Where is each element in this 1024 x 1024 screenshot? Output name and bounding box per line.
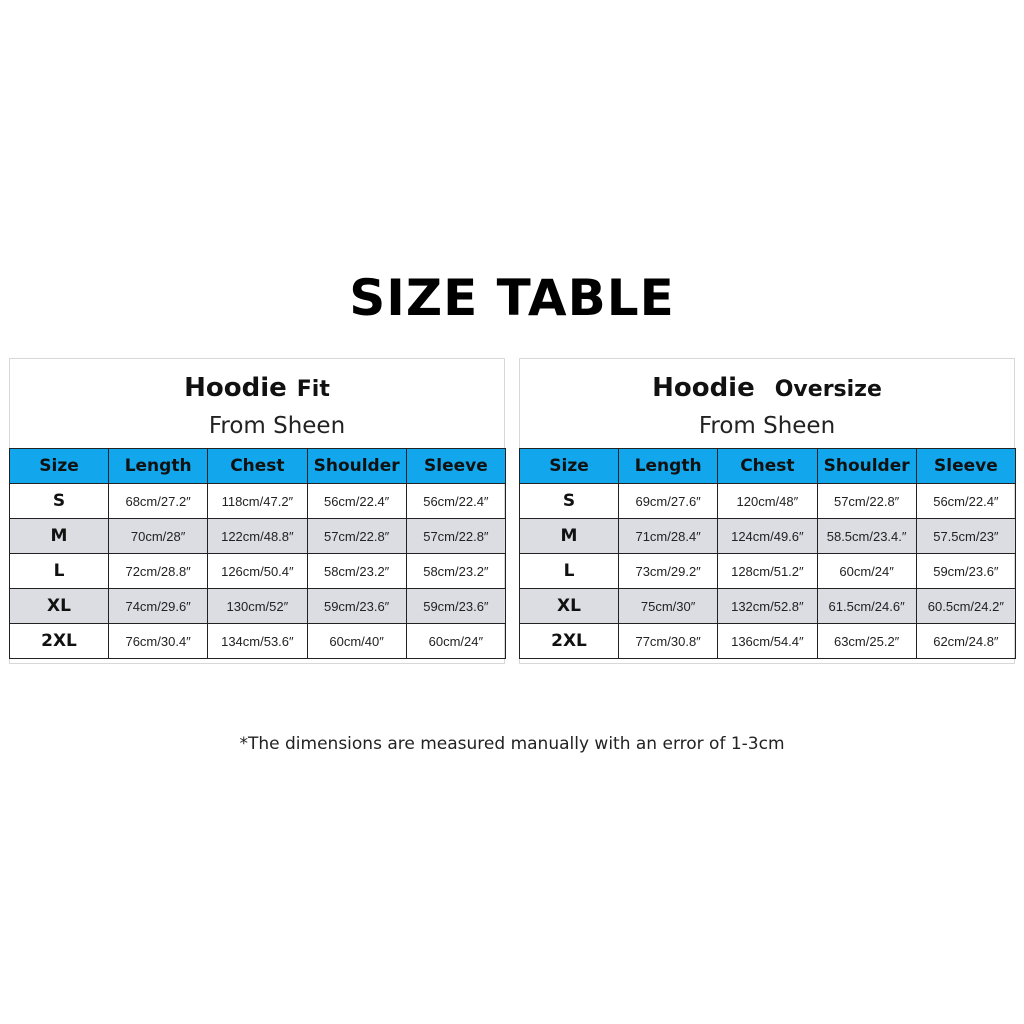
footnote: *The dimensions are measured manually with an error of 1-3cm <box>239 734 785 754</box>
variant-name: Fit <box>296 377 330 402</box>
table-cell: 75cm/30″ <box>619 589 718 624</box>
table-row <box>10 589 506 624</box>
table-row <box>520 554 1016 589</box>
table-cell: 68cm/27.2″ <box>109 484 208 519</box>
table-title <box>520 373 1014 403</box>
column-header: Size <box>520 449 619 484</box>
size-grid <box>9 448 506 659</box>
column-header: Chest <box>718 449 817 484</box>
table-cell: 130cm/52″ <box>208 589 307 624</box>
table-cell: 61.5cm/24.6″ <box>817 589 916 624</box>
table-row <box>520 624 1016 659</box>
table-row <box>520 589 1016 624</box>
size-cell: 2XL <box>520 624 619 659</box>
table-cell: 60cm/24″ <box>817 554 916 589</box>
table-cell: 69cm/27.6″ <box>619 484 718 519</box>
table-cell: 132cm/52.8″ <box>718 589 817 624</box>
table-cell: 57cm/22.8″ <box>307 519 406 554</box>
size-cell: L <box>10 554 109 589</box>
table-row <box>520 484 1016 519</box>
table-cell: 76cm/30.4″ <box>109 624 208 659</box>
column-header: Length <box>109 449 208 484</box>
size-grid <box>519 448 1016 659</box>
brand-label: From Sheen <box>208 413 346 439</box>
column-header: Chest <box>208 449 307 484</box>
size-table-oversize <box>519 358 1015 664</box>
table-cell: 60.5cm/24.2″ <box>916 589 1015 624</box>
table-cell: 124cm/49.6″ <box>718 519 817 554</box>
size-cell: S <box>10 484 109 519</box>
table-cell: 136cm/54.4″ <box>718 624 817 659</box>
column-header: Length <box>619 449 718 484</box>
brand-label: From Sheen <box>698 413 836 439</box>
table-cell: 72cm/28.8″ <box>109 554 208 589</box>
table-cell: 60cm/40″ <box>307 624 406 659</box>
table-cell: 57.5cm/23″ <box>916 519 1015 554</box>
table-cell: 70cm/28″ <box>109 519 208 554</box>
table-row <box>520 519 1016 554</box>
table-cell: 58cm/23.2″ <box>307 554 406 589</box>
size-cell: 2XL <box>10 624 109 659</box>
table-cell: 59cm/23.6″ <box>307 589 406 624</box>
table-title <box>10 373 504 403</box>
column-header: Size <box>10 449 109 484</box>
table-cell: 126cm/50.4″ <box>208 554 307 589</box>
table-cell: 56cm/22.4″ <box>916 484 1015 519</box>
size-table-fit <box>9 358 505 664</box>
column-header: Shoulder <box>817 449 916 484</box>
table-cell: 134cm/53.6″ <box>208 624 307 659</box>
table-cell: 118cm/47.2″ <box>208 484 307 519</box>
size-cell: XL <box>10 589 109 624</box>
table-cell: 63cm/25.2″ <box>817 624 916 659</box>
table-cell: 56cm/22.4″ <box>406 484 505 519</box>
column-header: Shoulder <box>307 449 406 484</box>
size-cell: M <box>10 519 109 554</box>
table-row <box>10 484 506 519</box>
table-row <box>10 624 506 659</box>
table-cell: 59cm/23.6″ <box>406 589 505 624</box>
table-cell: 58.5cm/23.4.″ <box>817 519 916 554</box>
table-cell: 59cm/23.6″ <box>916 554 1015 589</box>
table-cell: 60cm/24″ <box>406 624 505 659</box>
header-row <box>10 449 506 484</box>
column-header: Sleeve <box>916 449 1015 484</box>
header-row <box>520 449 1016 484</box>
table-cell: 56cm/22.4″ <box>307 484 406 519</box>
size-cell: XL <box>520 589 619 624</box>
size-cell: M <box>520 519 619 554</box>
product-name: Hoodie <box>184 373 287 403</box>
table-row <box>10 519 506 554</box>
product-name: Hoodie <box>652 373 755 403</box>
table-cell: 122cm/48.8″ <box>208 519 307 554</box>
table-cell: 77cm/30.8″ <box>619 624 718 659</box>
table-cell: 57cm/22.8″ <box>817 484 916 519</box>
variant-name: Oversize <box>774 377 882 402</box>
table-row <box>10 554 506 589</box>
column-header: Sleeve <box>406 449 505 484</box>
table-cell: 71cm/28.4″ <box>619 519 718 554</box>
size-cell: S <box>520 484 619 519</box>
table-cell: 73cm/29.2″ <box>619 554 718 589</box>
table-cell: 57cm/22.8″ <box>406 519 505 554</box>
table-header <box>520 359 1014 449</box>
size-cell: L <box>520 554 619 589</box>
table-cell: 58cm/23.2″ <box>406 554 505 589</box>
table-cell: 62cm/24.8″ <box>916 624 1015 659</box>
page-title: SIZE TABLE <box>349 269 675 327</box>
table-cell: 120cm/48″ <box>718 484 817 519</box>
table-cell: 74cm/29.6″ <box>109 589 208 624</box>
table-cell: 128cm/51.2″ <box>718 554 817 589</box>
table-header <box>10 359 504 449</box>
